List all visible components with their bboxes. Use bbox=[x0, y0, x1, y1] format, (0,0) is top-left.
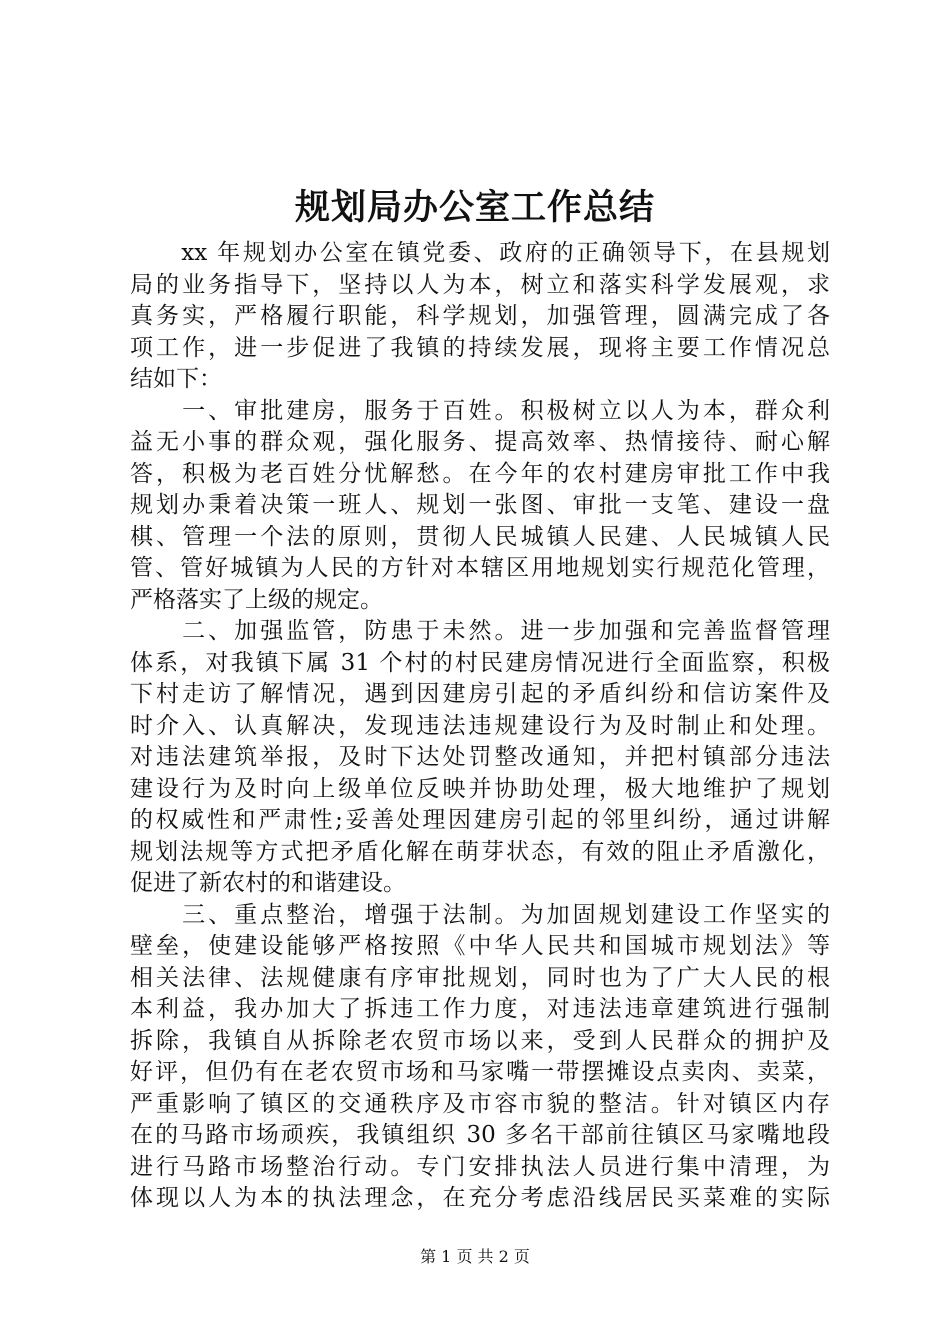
text-line: 对违法建筑举报，及时下达处罚整改通知，并把村镇部分违法 bbox=[130, 744, 830, 770]
text-line: 严格落实了上级的规定。 bbox=[130, 586, 383, 613]
text-line: 进行马路市场整治行动。专门安排执法人员进行集中清理，为 bbox=[130, 1153, 830, 1180]
text-line: 一、审批建房，服务于百姓。积极树立以人为本，群众利 bbox=[130, 397, 830, 424]
text-line: 二、加强监管，防患于未然。进一步加强和完善监督管理 bbox=[130, 618, 830, 644]
text-line: 拆除，我镇自从拆除老农贸市场以来，受到人民群众的拥护及 bbox=[130, 1027, 830, 1054]
text-line: xx 年规划办公室在镇党委、政府的正确领导下，在县规划 bbox=[130, 240, 830, 266]
text-line: 建设行为及时向上级单位反映并协助处理，极大地维护了规划 bbox=[130, 775, 830, 802]
text-line: 体现以人为本的执法理念，在充分考虑沿线居民买菜难的实际 bbox=[130, 1185, 830, 1211]
text-line: 壁垒，使建设能够严格按照《中华人民共和国城市规划法》等 bbox=[130, 933, 830, 959]
text-line: 规划法规等方式把矛盾化解在萌芽状态，有效的阻止矛盾激化， bbox=[130, 838, 830, 865]
page-title: 规划局办公室工作总结 bbox=[294, 187, 655, 228]
text-line: 体系，对我镇下属 31 个村的村民建房情况进行全面监察，积极 bbox=[130, 649, 830, 676]
paragraph-2 bbox=[130, 396, 830, 617]
text-line: 本利益，我办加大了拆违工作力度，对违法违章建筑进行强制 bbox=[130, 996, 830, 1022]
text-line: 结如下： bbox=[130, 366, 222, 392]
page-footer: 第 1 页 共 2 页 bbox=[420, 1247, 530, 1266]
text-line: 的权威性和严肃性;妥善处理因建房引起的邻里纠纷，通过讲解 bbox=[130, 807, 830, 833]
text-line: 益无小事的群众观，强化服务、提高效率、热情接待、耐心解 bbox=[130, 429, 830, 455]
text-line: 严重影响了镇区的交通秩序及市容市貌的整洁。针对镇区内存 bbox=[130, 1090, 830, 1117]
text-line: 答，积极为老百姓分忧解愁。在今年的农村建房审批工作中我 bbox=[130, 460, 830, 487]
text-line: 促进了新农村的和谐建设。 bbox=[130, 870, 406, 896]
text-line: 三、重点整治，增强于法制。为加固规划建设工作坚实的 bbox=[130, 901, 830, 928]
text-line: 局的业务指导下，坚持以人为本，树立和落实科学发展观，求 bbox=[130, 271, 830, 298]
paragraph-3 bbox=[130, 616, 830, 900]
text-line: 规划办秉着决策一班人、规划一张图、审批一支笔、建设一盘 bbox=[130, 492, 830, 518]
paragraph-4 bbox=[130, 900, 830, 1215]
text-line: 在的马路市场顽疾，我镇组织 30 多名干部前往镇区马家嘴地段 bbox=[130, 1122, 830, 1148]
text-line: 管、管好城镇为人民的方针对本辖区用地规划实行规范化管理， bbox=[130, 555, 830, 581]
text-line: 相关法律、法规健康有序审批规划，同时也为了广大人民的根 bbox=[130, 964, 830, 991]
text-line: 时介入、认真解决，发现违法违规建设行为及时制止和处理。 bbox=[130, 712, 830, 739]
document-body bbox=[130, 238, 830, 1215]
text-line: 项工作，进一步促进了我镇的持续发展，现将主要工作情况总 bbox=[130, 334, 830, 361]
text-line: 真务实，严格履行职能，科学规划，加强管理，圆满完成了各 bbox=[130, 303, 830, 329]
text-line: 棋、管理一个法的原则，贯彻人民城镇人民建、人民城镇人民 bbox=[130, 523, 830, 550]
paragraph-1 bbox=[130, 238, 830, 396]
text-line: 好评，但仍有在老农贸市场和马家嘴一带摆摊设点卖肉、卖菜， bbox=[130, 1059, 830, 1085]
text-line: 下村走访了解情况，遇到因建房引起的矛盾纠纷和信访案件及 bbox=[130, 681, 830, 707]
